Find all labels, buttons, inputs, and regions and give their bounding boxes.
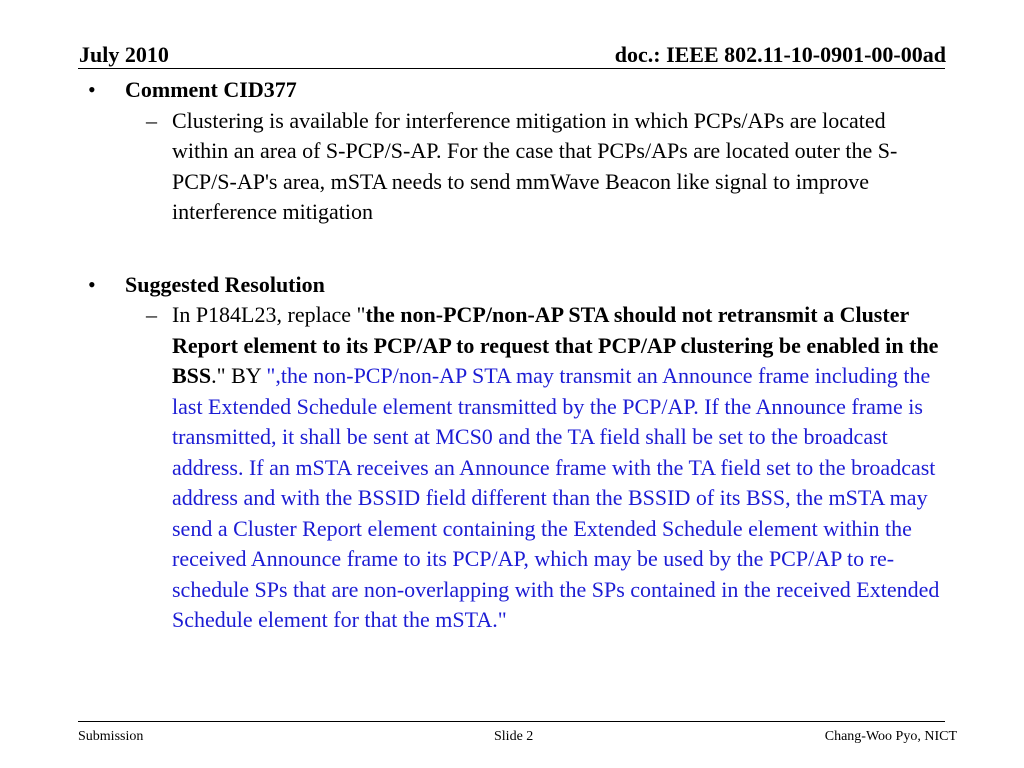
header-date: July 2010	[79, 42, 169, 67]
new-text: ",the non-PCP/non-AP STA may transmit an Announce frame including the last Extended Schedule element transmitted by the PCP/AP. If the Announce frame is transmitted, it shall be sent at MCS0 and the TA field shall be set to the broadcast address. If an mSTA receives an Announce frame with the TA field set to the broadcast address and with the BSSID field different than the BSSID of its BSS, the mSTA may send a Cluster Report element containing the Extended Schedule element within the received Announce frame to its PCP/AP, which may be used by the PCP/AP to re-schedule SPs that are non-overlapping with the SPs contained in the received Extended Schedule element for that the mSTA."	[172, 363, 940, 632]
sub-bullet-dash: –	[146, 107, 157, 133]
header-doc-id: doc.: IEEE 802.11-10-0901-00-00ad	[614, 42, 946, 67]
sub-bullet-comment	[0, 106, 1024, 228]
bullet-comment	[0, 75, 1024, 106]
resolution-middle: ." BY	[211, 363, 267, 388]
footer-author: Chang-Woo Pyo, NICT	[824, 729, 957, 744]
resolution-body	[172, 300, 942, 636]
footer-divider	[78, 721, 945, 722]
bullet-resolution	[0, 270, 1024, 301]
bullet-dot: •	[88, 271, 96, 297]
replaced-text: the non-PCP/non-AP STA should not retransmit a Cluster Report element to its PCP/AP to request that PCP/AP clustering be enabled in the BSS	[172, 302, 939, 388]
slide-body	[0, 75, 1024, 636]
sub-bullet-resolution	[0, 300, 1024, 636]
bullet-resolution-title: Suggested Resolution	[125, 271, 325, 297]
sub-bullet-dash: –	[146, 302, 157, 327]
comment-body: Clustering is available for interference mitigation in which PCPs/APs are located within an area of S-PCP/S-AP. For the case that PCPs/APs are located outer the S-PCP/S-AP's area, mSTA needs to send mmWave Beacon like signal to improve interference mitigation	[172, 107, 898, 224]
bullet-comment-title: Comment CID377	[125, 77, 297, 102]
footer-submission: Submission	[78, 729, 144, 744]
bullet-dot: •	[88, 77, 96, 102]
footer-slide-number: Slide 2	[494, 729, 534, 744]
resolution-prefix: In P184L23, replace "	[172, 302, 366, 327]
header-divider	[78, 68, 945, 69]
